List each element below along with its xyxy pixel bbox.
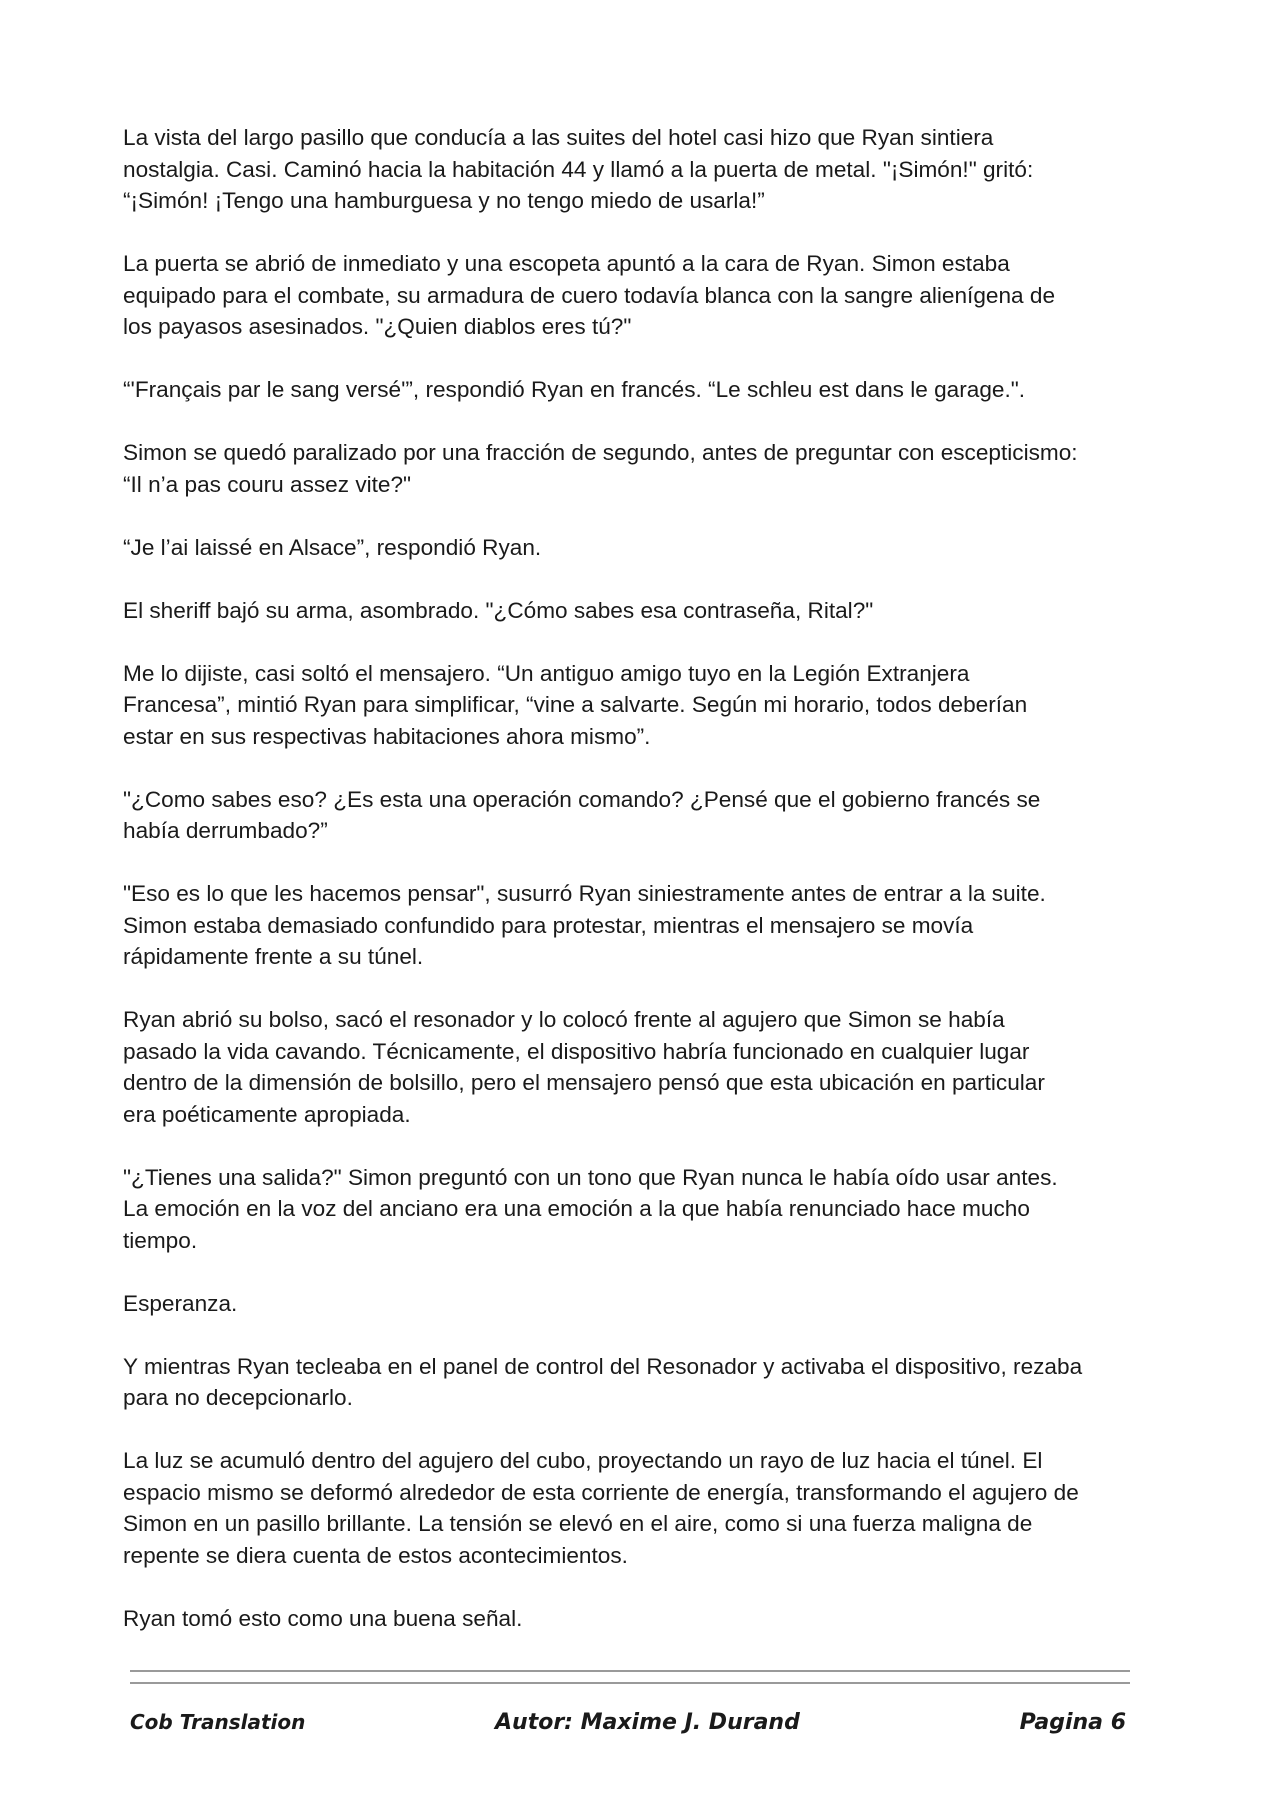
footer-page-number: Pagina 6	[1019, 1710, 1126, 1735]
footer-publisher: Cob Translation	[130, 1710, 306, 1734]
page-footer	[130, 1710, 1126, 1750]
paragraph-2: La puerta se abrió de inmediato y una escopeta apuntó a la cara de Ryan. Simon estaba equipado para el combate, su armadura de cuero todavía blanca con la sangre alienígena de los payasos asesinados. "¿Quien diablos eres tú?"	[123, 251, 1056, 339]
paragraph-1: La vista del largo pasillo que conducía a las suites del hotel casi hizo que Ryan sintiera nostalgia. Casi. Caminó hacia la habitación 44 y llamó a la puerta de metal. "¡Simón!" gritó: “¡Simón! ¡Tengo una hamburguesa y no tengo miedo de usarla!”	[123, 125, 1034, 213]
paragraph-4: Simon se quedó paralizado por una fracción de segundo, antes de preguntar con escepticismo: “Il n’a pas couru assez vite?"	[123, 440, 1078, 497]
paragraph-12: Esperanza.	[123, 1290, 238, 1316]
footer-divider-bottom	[130, 1682, 1130, 1684]
paragraph-7: Me lo dijiste, casi soltó el mensajero. “Un antiguo amigo tuyo en la Legión Extranjera Francesa”, mintió Ryan para simplificar, “vine a salvarte. Según mi horario, todos deberían estar en sus respectivas habitaciones ahora mismo”.	[123, 660, 1028, 749]
paragraph-15: Ryan tomó esto como una buena señal.	[123, 1605, 523, 1631]
paragraph-13: Y mientras Ryan tecleaba en el panel de control del Resonador y activaba el dispositivo, rezaba para no decepcionarlo.	[123, 1353, 1083, 1410]
paragraph-5: “Je l’ai laissé en Alsace”, respondió Ryan.	[123, 534, 542, 560]
paragraph-14: La luz se acumuló dentro del agujero del cubo, proyectando un rayo de luz hacia el túnel. El espacio mismo se deformó alrededor de esta corriente de energía, transformando el agujero de Simon en un pasillo brillante. La tensión se elevó en el aire, como si una fuerza maligna de repente se diera cuenta de estos acontecimientos.	[123, 1448, 1079, 1568]
footer-author: Autor: Maxime J. Durand	[495, 1710, 800, 1735]
footer-divider-top	[130, 1670, 1130, 1672]
document-body	[123, 122, 1163, 1666]
paragraph-11: "¿Tienes una salida?" Simon preguntó con un tono que Ryan nunca le había oído usar antes. La emoción en la voz del anciano era una emoción a la que había renunciado hace mucho tiempo.	[123, 1164, 1058, 1253]
paragraph-10: Ryan abrió su bolso, sacó el resonador y lo colocó frente al agujero que Simon se había pasado la vida cavando. Técnicamente, el dispositivo habría funcionado en cualquier lugar dentro de la dimensión de bolsillo, pero el mensajero pensó que esta ubicación en particular era poéticamente apropiada.	[123, 1007, 1045, 1127]
paragraph-3: “'Français par le sang versé'”, respondió Ryan en francés. “Le schleu est dans le garage.".	[123, 377, 1026, 402]
paragraph-8: "¿Como sabes eso? ¿Es esta una operación comando? ¿Pensé que el gobierno francés se había derrumbado?”	[123, 786, 1041, 843]
paragraph-9: "Eso es lo que les hacemos pensar", susurró Ryan siniestramente antes de entrar a la suite. Simon estaba demasiado confundido para protestar, mientras el mensajero se movía rápidamente frente a su túnel.	[123, 881, 1046, 969]
paragraph-6: El sheriff bajó su arma, asombrado. "¿Cómo sabes esa contraseña, Rital?"	[123, 597, 874, 623]
